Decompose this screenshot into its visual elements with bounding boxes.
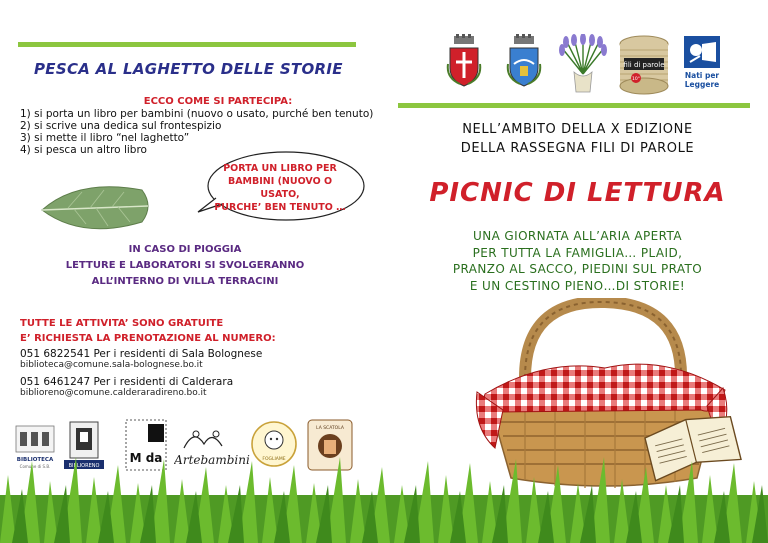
festival-context <box>400 120 755 158</box>
free-activities-notice <box>20 316 360 346</box>
biblioreno-logo-text: BIBLIORENO <box>68 463 100 469</box>
main-title: PICNIC DI LETTURA <box>429 178 726 208</box>
bubble-line-3: PURCHE’ BEN TENUTO … <box>214 202 346 213</box>
fogliame-logo-text: FOGLIAME <box>262 457 286 462</box>
phone-calderara: 051 6461247 Per i residenti di Calderara <box>20 376 234 388</box>
calderara-crest-icon <box>506 34 542 88</box>
fili-edition-text: 10° <box>632 77 640 82</box>
biblioteca-logo-sub: Comune di S.B. <box>19 464 51 469</box>
grass-border <box>0 455 768 543</box>
step-2: 2) si scrive una dedica sul frontespizio <box>20 120 222 132</box>
contact-calderara <box>20 376 360 398</box>
contact-sala-bolognese <box>20 348 360 370</box>
rain-line-1: IN CASO DI PIOGGIA <box>128 244 242 255</box>
lavender-bouquet-icon <box>556 34 610 96</box>
biblioteca-logo-text: BIBLIOTECA <box>16 457 54 463</box>
step-3: 3) si mette il libro “nel laghetto” <box>20 132 190 144</box>
right-divider-bar <box>398 103 750 108</box>
free-line-2: E’ RICHIESTA LA PRENOTAZIONE AL NUMERO: <box>20 333 276 344</box>
tagline-line-2: PER TUTTA LA FAMIGLIA… PLAID, <box>472 245 683 260</box>
phone-sala-bolognese: 051 6822541 Per i residenti di Sala Bolognese <box>20 348 263 360</box>
fili-logo-text: fili di parole <box>623 61 665 69</box>
leaf-image <box>38 178 158 234</box>
rain-line-3: ALL’INTERNO DI VILLA TERRACINI <box>91 276 279 287</box>
left-title: PESCA AL LAGHETTO DELLE STORIE <box>34 60 343 78</box>
rain-line-2: LETTURE E LABORATORI SI SVOLGERANNO <box>65 260 305 271</box>
nati-line-1: Nati per <box>684 71 720 80</box>
artebambini-logo-text: Artebambini <box>174 453 250 467</box>
context-line-2: DELLA RASSEGNA FILI DI PAROLE <box>460 141 695 156</box>
tagline-line-1: UNA GIORNATA ALL’ARIA APERTA <box>473 229 682 243</box>
email-sala-bolognese[interactable]: biblioteca@comune.sala-bolognese.bo.it <box>20 360 203 370</box>
email-calderara[interactable]: biblioreno@comune.calderaradireno.bo.it <box>20 388 207 398</box>
rain-notice <box>40 242 330 290</box>
step-1: 1) si porta un libro per bambini (nuovo o usato, purché ben tenuto) <box>20 108 374 120</box>
free-line-1: TUTTE LE ATTIVITA’ SONO GRATUITE <box>20 318 224 329</box>
bubble-line-1: PORTA UN LIBRO PER <box>223 163 337 174</box>
step-4: 4) si pesca un altro libro <box>20 144 147 156</box>
tagline-line-4: E UN CESTINO PIENO…DI STORIE! <box>469 278 686 293</box>
tagline-line-3: PRANZO AL SACCO, PIEDINI SUL PRATO <box>452 262 703 276</box>
participation-intro: ECCO COME SI PARTECIPA: <box>143 96 293 107</box>
bubble-text <box>208 162 352 214</box>
context-line-1: NELL’AMBITO DELLA X EDIZIONE <box>462 122 693 137</box>
event-tagline <box>400 228 755 294</box>
nati-per-leggere-logo <box>680 34 724 96</box>
left-divider-bar <box>18 42 356 47</box>
sala-bolognese-crest-icon <box>446 34 482 88</box>
bubble-line-2: BAMBINI (NUOVO O USATO, <box>227 176 333 200</box>
la-scatola-logo-text: LA SCATOLA <box>316 426 344 431</box>
nati-line-2: Leggere <box>684 80 720 89</box>
mda-logo-text: M da <box>129 451 163 465</box>
fili-di-parole-logo <box>616 34 672 96</box>
